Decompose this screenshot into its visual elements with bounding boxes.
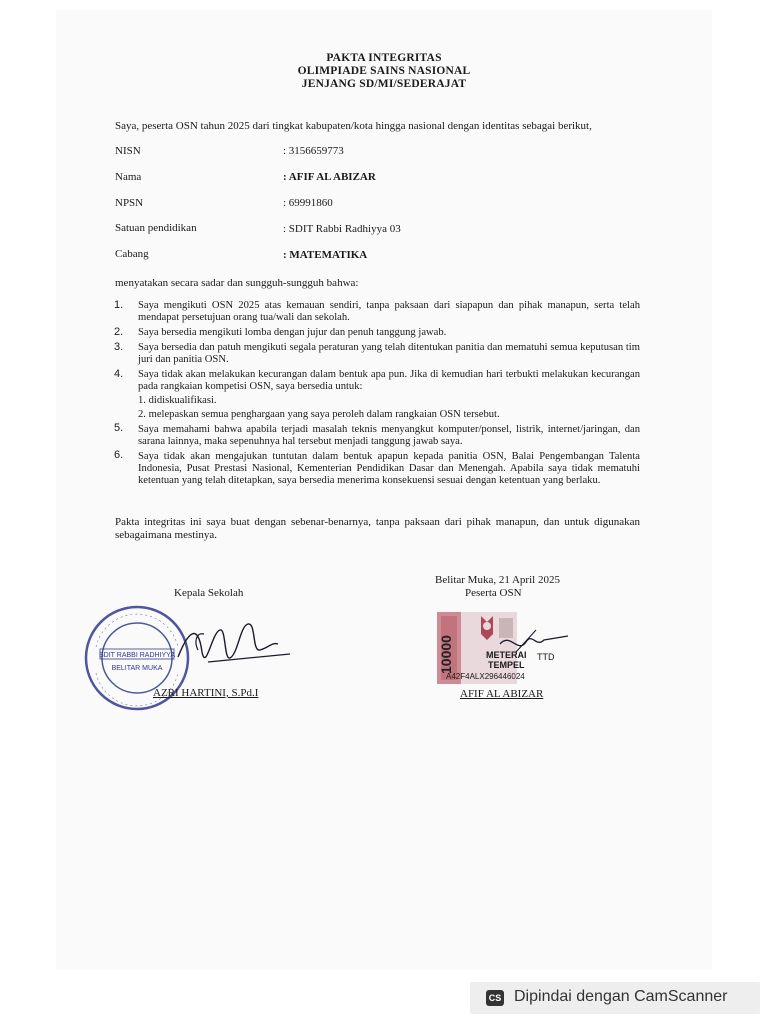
- place-date: Belitar Muka, 21 April 2025: [435, 574, 560, 586]
- sub-item: 1. didiskualifikasi.: [138, 395, 217, 406]
- closing-paragraph: Pakta integritas ini saya buat dengan sebenar-benarnya, tanpa paksaan dari pihak manapun, dan untuk digunakan sebagaimana mestinya.: [115, 516, 640, 541]
- item-number: 5.: [114, 422, 124, 434]
- participant-name: AFIF AL ABIZAR: [460, 688, 544, 700]
- declaration-lead: menyatakan secara sadar dan sungguh-sungguh bahwa:: [115, 277, 359, 289]
- intro-text: Saya, peserta OSN tahun 2025 dari tingkat kabupaten/kota hingga nasional dengan identitas sebagai berikut,: [115, 120, 592, 132]
- nisn-label: NISN: [115, 145, 141, 157]
- item-text: Saya tidak akan melakukan kecurangan dalam bentuk apa pun. Jika di kemudian hari terbukti melakukan kecurangan pada rangkaian kompetisi OSN, saya bersedia untuk:: [138, 369, 640, 392]
- satuan-pendidikan-label: Satuan pendidikan: [115, 222, 197, 234]
- cabang-value: : MATEMATIKA: [283, 249, 368, 261]
- document-title: [0, 52, 768, 91]
- item-number: 3.: [114, 341, 124, 353]
- meterai-value: 10000: [438, 635, 454, 674]
- principal-signature: [168, 612, 293, 687]
- left-signer-role: Kepala Sekolah: [174, 587, 244, 599]
- stamp-center-2: BELITAR MUKA: [111, 665, 163, 672]
- npsn-value: : 69991860: [283, 197, 333, 209]
- npsn-label: NPSN: [115, 197, 144, 209]
- satuan-pendidikan-value: : SDIT Rabbi Radhiyya 03: [283, 223, 401, 235]
- item-number: 4.: [114, 368, 124, 380]
- item-number: 2.: [114, 326, 124, 338]
- item-text: Saya mengikuti OSN 2025 atas kemauan sendiri, tanpa paksaan dari siapapun dan pihak manapun, serta telah mendapat persetujuan orang tua/wali dan sekolah.: [138, 300, 640, 323]
- participant-signature: [496, 624, 576, 664]
- camscanner-icon: CS: [486, 990, 504, 1006]
- item-text: Saya tidak akan mengajukan tuntutan dalam bentuk apapun kepada panitia OSN, Balai Pengembangan Talenta Indonesia, Pusat Prestasi Nasional, Kementerian Pendidikan Dasar dan Menengah. Apabila saya tidak mematuhi ketentuan yang telah ditetapkan, saya bersedia menerima konsekuensi sesuai dengan ketentuan yang berlaku.: [138, 451, 640, 486]
- principal-name: AZRI HARTINI, S.Pd.I: [153, 687, 259, 699]
- cabang-label: Cabang: [115, 248, 149, 260]
- item-text: Saya bersedia dan patuh mengikuti segala peraturan yang telah ditentukan panitia dan mematuhi semua keputusan tim juri dan panitia OSN.: [138, 342, 640, 365]
- item-text: Saya memahami bahwa apabila terjadi masalah teknis menyangkut komputer/ponsel, listrik, internet/jaringan, dan sarana lainnya, maka sepenuhnya hal tersebut menjadi tanggung jawab saya.: [138, 424, 640, 447]
- document-page: [56, 10, 712, 970]
- sub-item: 2. melepaskan semua penghargaan yang saya peroleh dalam rangkaian OSN tersebut.: [138, 409, 500, 420]
- item-number: 6.: [114, 449, 124, 461]
- scanner-watermark-text: Dipindai dengan CamScanner: [514, 988, 728, 1005]
- nisn-value: : 3156659773: [283, 145, 344, 157]
- meterai-label-1: METERAI: [486, 650, 527, 660]
- item-text: Saya bersedia mengikuti lomba dengan jujur dan penuh tanggung jawab.: [138, 327, 447, 338]
- item-number: 1.: [114, 299, 124, 311]
- meterai-ttd: TTD: [537, 652, 555, 662]
- title-line-1: PAKTA INTEGRITAS: [326, 52, 442, 64]
- title-line-3: JENJANG SD/MI/SEDERAJAT: [301, 78, 467, 90]
- right-signer-role: Peserta OSN: [465, 587, 522, 599]
- meterai-label-2: TEMPEL: [488, 660, 525, 670]
- title-line-2: OLIMPIADE SAINS NASIONAL: [297, 65, 471, 77]
- nama-value: : AFIF AL ABIZAR: [283, 171, 376, 183]
- stamp-center-1: SDIT RABBI RADHIYYA: [99, 652, 175, 659]
- meterai-serial: A42F4ALX296446024: [446, 672, 525, 681]
- nama-label: Nama: [115, 171, 142, 183]
